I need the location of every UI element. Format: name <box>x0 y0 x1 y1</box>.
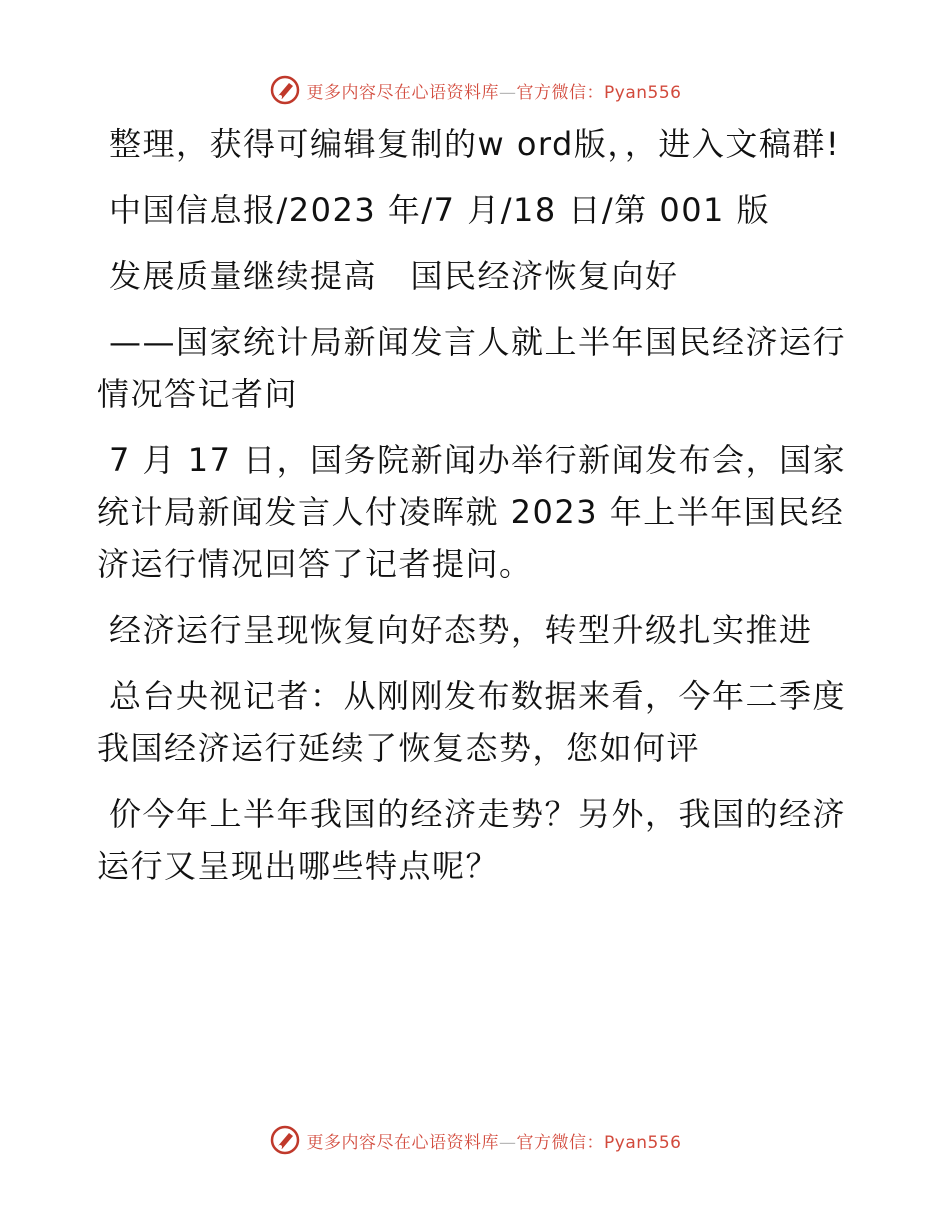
section-heading: 经济运行呈现恢复向好态势，转型升级扎实推进 <box>109 611 813 649</box>
footer-banner <box>0 1120 950 1160</box>
pen-circle-logo-icon <box>269 1124 301 1156</box>
paragraph-question-part1: 总台央视记者：从刚刚发布数据来看，今年二季度我国经济运行延续了恢复态势，您如何评 <box>97 677 847 767</box>
paragraph-source: 中国信息报/2023 年/7 月/18 日/第 001 版 <box>109 191 771 229</box>
footer-banner-text <box>307 1128 682 1153</box>
banner-site-text: 更多内容尽在心语资料库 <box>306 1132 500 1153</box>
article-subtitle: ——国家统计局新闻发言人就上半年国民经济运行情况答记者问 <box>97 323 847 413</box>
header-banner-text <box>307 78 682 103</box>
banner-site-text: 更多内容尽在心语资料库 <box>306 82 500 103</box>
pen-circle-logo-icon <box>269 74 301 106</box>
paragraph-intro: 整理，获得可编辑复制的w ord版，，进入文稿群! <box>109 125 841 163</box>
banner-separator: — <box>499 1132 517 1153</box>
banner-wechat-text: 官方微信：Pyan556 <box>516 82 682 103</box>
article-title: 发展质量继续提高 国民经济恢复向好 <box>109 257 679 295</box>
banner-wechat-text: 官方微信：Pyan556 <box>516 1132 682 1153</box>
header-banner <box>0 70 950 110</box>
banner-separator: — <box>499 82 517 103</box>
paragraph-lead: 7 月 17 日，国务院新闻办举行新闻发布会，国家统计局新闻发言人付凌晖就 2023 年上半年国民经济运行情况回答了记者提问。 <box>97 441 847 583</box>
document-body <box>97 118 857 906</box>
paragraph-question-part2: 价今年上半年我国的经济走势？另外，我国的经济运行又呈现出哪些特点呢？ <box>97 795 847 885</box>
